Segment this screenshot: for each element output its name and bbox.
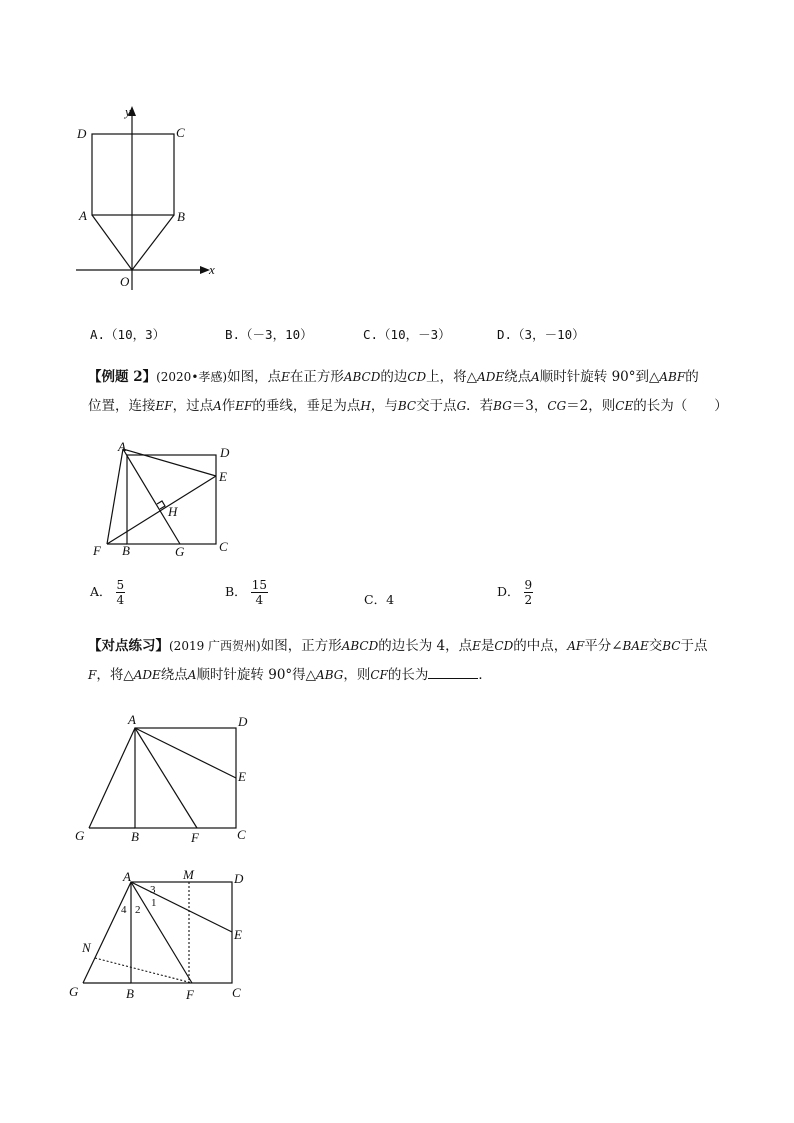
q1-option-c[interactable]: C.（10，－3） [363, 327, 451, 342]
segment-ag [89, 728, 135, 828]
square-abcd [131, 882, 232, 983]
label-e: E [219, 469, 227, 484]
label-f: F [93, 543, 101, 558]
label-g: G [175, 544, 185, 559]
q2-option-b[interactable]: B． $\frac{15}{4}$ [225, 578, 267, 607]
dashed-segment-nf [95, 958, 192, 983]
label-b: B [131, 829, 139, 844]
figure-3-square-diagram [70, 710, 260, 845]
label-y: y [125, 104, 131, 119]
label-b: B [177, 209, 185, 224]
q1-option-d[interactable]: D.（3，－10） [497, 327, 585, 342]
angle-label-2: 2 [135, 904, 141, 916]
q1-option-b[interactable]: B.（－3，10） [225, 327, 313, 342]
label-g: G [75, 828, 85, 843]
label-a: A [123, 869, 131, 884]
fraction: $\frac{15}{4}$ [251, 578, 267, 607]
label-d: D [234, 871, 244, 886]
label-d: D [220, 445, 230, 460]
segment-fe [107, 476, 216, 544]
figure-4-auxiliary-diagram [65, 862, 265, 1007]
square-abcd [135, 728, 236, 828]
label-n: N [82, 940, 91, 955]
q2-option-c[interactable]: C．4 [364, 592, 395, 607]
example-2-question: 【例题 2】(2020•孝感)如图，点E在正方形ABCD的边CD上，将△ADE绕点A顺时针旋转 90°到△ABF的 位置，连接EF，过点A作EF的垂线，垂足为点H，与BC交于点G．若BG＝3，CG＝2，则CE的长为（ ） [88, 369, 728, 414]
angle-label-4: 4 [121, 904, 127, 916]
label-c: C [237, 827, 246, 842]
practice-tag: 【对点练习】 [88, 638, 169, 654]
angle-label-1: 1 [151, 897, 157, 909]
angle-label-3: 3 [150, 884, 156, 896]
fraction: $\frac{5}{4}$ [116, 578, 125, 607]
label-c: C [219, 539, 228, 554]
q1-option-a[interactable]: A.（10，3） [90, 327, 166, 342]
label-a: A [79, 208, 87, 223]
q2-option-d[interactable]: D． $\frac{9}{2}$ [497, 578, 533, 607]
label-e: E [238, 769, 246, 784]
label-m: M [183, 867, 194, 882]
segment-bo [132, 215, 174, 270]
label-g: G [69, 984, 79, 999]
fraction: $\frac{9}{2}$ [524, 578, 533, 607]
q2-option-a[interactable]: A． $\frac{5}{4}$ [90, 578, 125, 607]
figure-1-coordinate-diagram [70, 100, 230, 295]
label-a: A [118, 439, 126, 454]
label-f: F [191, 830, 199, 845]
label-c: C [176, 125, 185, 140]
label-d: D [77, 126, 87, 141]
label-d: D [238, 714, 248, 729]
label-b: B [122, 543, 130, 558]
label-a: A [128, 712, 136, 727]
label-b: B [126, 986, 134, 1001]
example-2-tag: 【例题 2】 [88, 369, 157, 385]
segment-ag [83, 882, 131, 983]
segment-ao [92, 215, 132, 270]
practice-question: 【对点练习】(2019 广西贺州)如图，正方形ABCD的边长为 4，点E是CD的中点，AF平分∠BAE交BC于点 F，将△ADE绕点A顺时针旋转 90°得△ABG，则CF的长为 ． [88, 638, 708, 683]
label-o: O [120, 274, 130, 289]
label-h: H [168, 504, 178, 519]
figure-2-square-diagram [85, 438, 245, 563]
label-c: C [232, 985, 241, 1000]
label-x: x [209, 262, 215, 277]
label-f: F [186, 987, 194, 1002]
answer-blank[interactable] [428, 664, 478, 679]
square-abcd [92, 134, 174, 215]
segment-af [107, 449, 123, 544]
label-e: E [234, 927, 242, 942]
